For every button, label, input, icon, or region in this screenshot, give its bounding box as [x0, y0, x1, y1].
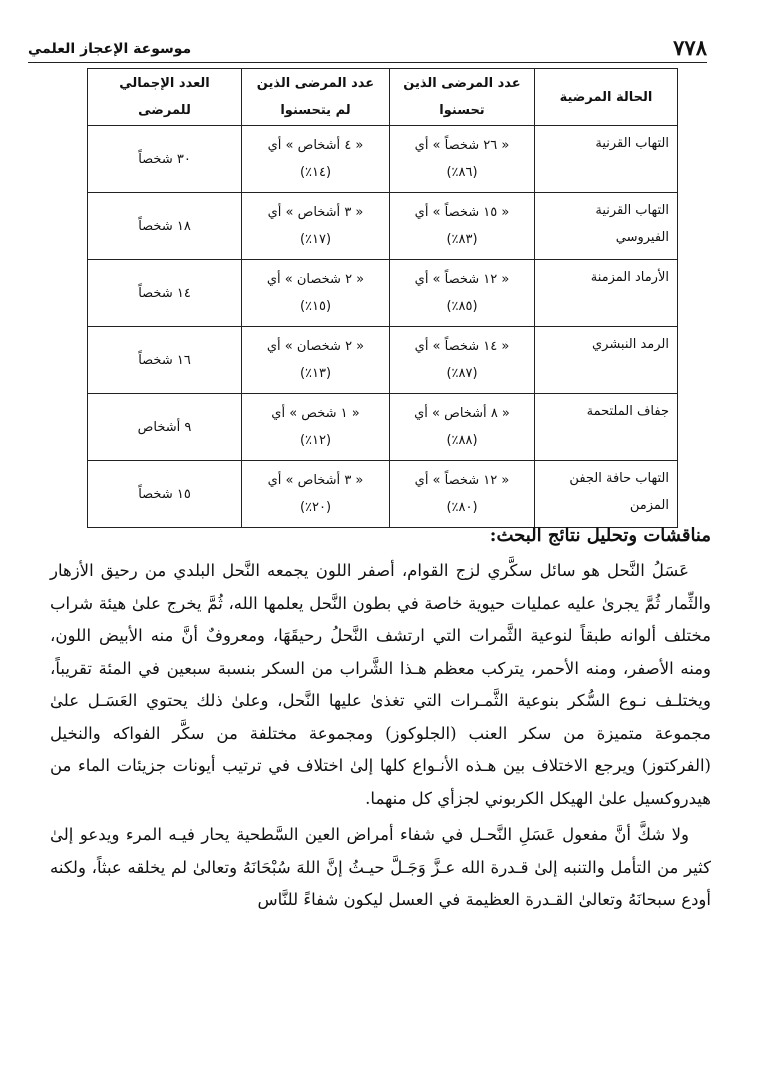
cell-not-improved	[242, 327, 390, 394]
header-condition: الحالة المرضية	[535, 69, 678, 126]
improved-count: « ١٢ شخصاً » أي	[414, 473, 510, 488]
discussion-section	[50, 520, 711, 917]
body-paragraph: ولا شكَّ أنَّ مفعول عَسَلِ النَّحـل في شفاء أمراض العين السَّطحية يحار فيـه المرء ويدعو إلىٰ كثير من التأمل والتنبه إلىٰ قـدرة الله عـزَّ وَجَـلَّ حيـثُ إنَّ اللهَ سُبْحَانَهُ وتعالىٰ لم يخلقه عبثاً، ولكنه أودع سبحانَهُ وتعالىٰ القـدرة العظيمة في العسل ليكون شفاءً للنَّاس	[50, 825, 711, 909]
not-improved-percent: (١٢٪)	[299, 433, 332, 448]
cell-total: ٩ أشخاص	[88, 394, 242, 461]
cell-total: ١٨ شخصاً	[88, 193, 242, 260]
not-improved-percent: (١٣٪)	[299, 366, 332, 381]
cell-not-improved	[242, 126, 390, 193]
book-title: موسوعة الإعجاز العلمي	[28, 41, 192, 57]
improved-percent: (٨٧٪)	[446, 366, 478, 381]
results-table	[87, 68, 678, 528]
cell-total: ١٦ شخصاً	[88, 327, 242, 394]
cell-total: ١٥ شخصاً	[88, 461, 242, 528]
improved-percent: (٨٨٪)	[446, 433, 478, 448]
not-improved-count: « ٢ شخصان » أي	[266, 272, 365, 287]
cell-condition: التهاب القرنية الفيروسي	[535, 193, 678, 260]
improved-percent: (٨٥٪)	[446, 299, 478, 314]
table-row	[88, 193, 678, 260]
cell-total: ٣٠ شخصاً	[88, 126, 242, 193]
header-total: العدد الإجمالي للمرضى	[88, 69, 242, 126]
improved-count: « ١٥ شخصاً » أي	[414, 205, 510, 220]
cell-improved	[390, 193, 535, 260]
table-header-row	[88, 69, 678, 126]
not-improved-count: « ١ شخص » أي	[271, 406, 360, 421]
cell-improved	[390, 260, 535, 327]
table-row	[88, 126, 678, 193]
cell-not-improved	[242, 260, 390, 327]
table-row	[88, 260, 678, 327]
cell-condition: التهاب القرنية	[535, 126, 678, 193]
cell-not-improved	[242, 461, 390, 528]
section-heading: مناقشات وتحليل نتائج البحث:	[489, 525, 711, 546]
header-not-improved: عدد المرضى الذين لم يتحسنوا	[242, 69, 390, 126]
improved-count: « ٢٦ شخصاً » أي	[414, 138, 510, 153]
improved-count: « ٨ أشخاص » أي	[414, 406, 510, 421]
table-row	[88, 394, 678, 461]
cell-not-improved	[242, 193, 390, 260]
improved-percent: (٨٣٪)	[446, 232, 478, 247]
table-row	[88, 327, 678, 394]
cell-improved	[390, 126, 535, 193]
body-paragraph: عَسَلُ النَّحل هو سائل سكَّري لزج القوام، أصفر اللون يجمعه النَّحل البلدي من رحيق الأزهار والثِّمار ثُمَّ يجرىٰ عليه عمليات حيوية خاصة في بطون النَّحل يعلمها الله، ثُمَّ يخرج علىٰ هيئة شراب مختلف ألوانه طبقاً لنوعية الثَّمرات التي ارتشف النَّحلُ رحيقَهَا، ومعروفٌ أنَّ منه الأبيض اللون، ومنه الأصفر، ومنه الأحمر، يتركب معظم هـذا الشَّراب من السكر بنسبة سبعين في المئة تقريباً، ويختلـف نـوع السُّكر بنوعية الثَّمـرات التي تغذىٰ عليها النَّحل، وعلىٰ ذلك يحتوي العَسَـل علىٰ مجموعة متميزة من سكر العنب (الجلوكوز) ومجموعة مختلفة من سكَّر الفواكه والنخيل (الفركتوز) ويرجع الاختلاف بين هـذه الأنـواع كلها إلىٰ اختلاف في ترتيب أيونات جزيئات الماء من هيدروكسيل علىٰ الهيكل الكربوني لجزأي كل منهما.	[50, 561, 711, 808]
cell-condition: التهاب حافة الجفن المزمن	[535, 461, 678, 528]
cell-condition: جفاف الملتحمة	[535, 394, 678, 461]
not-improved-count: « ٣ أشخاص » أي	[267, 205, 364, 220]
table-row	[88, 461, 678, 528]
cell-improved	[390, 461, 535, 528]
cell-not-improved	[242, 394, 390, 461]
not-improved-count: « ٤ أشخاص » أي	[267, 138, 364, 153]
running-header	[28, 36, 707, 63]
improved-percent: (٨٦٪)	[446, 165, 478, 180]
improved-count: « ١٢ شخصاً » أي	[414, 272, 510, 287]
cell-condition: الأرماد المزمنة	[535, 260, 678, 327]
cell-improved	[390, 327, 535, 394]
improved-count: « ١٤ شخصاً » أي	[414, 339, 510, 354]
not-improved-percent: (١٧٪)	[299, 232, 332, 247]
not-improved-percent: (١٤٪)	[299, 165, 332, 180]
cell-total: ١٤ شخصاً	[88, 260, 242, 327]
cell-improved	[390, 394, 535, 461]
not-improved-percent: (٢٠٪)	[299, 500, 332, 515]
not-improved-percent: (١٥٪)	[299, 299, 332, 314]
not-improved-count: « ٢ شخصان » أي	[266, 339, 365, 354]
page-number: ٧٧٨	[673, 35, 707, 60]
header-improved: عدد المرضى الذين تحسنوا	[390, 69, 535, 126]
not-improved-count: « ٣ أشخاص » أي	[267, 473, 364, 488]
improved-percent: (٨٠٪)	[446, 500, 478, 515]
cell-condition: الرمد النبشري	[535, 327, 678, 394]
